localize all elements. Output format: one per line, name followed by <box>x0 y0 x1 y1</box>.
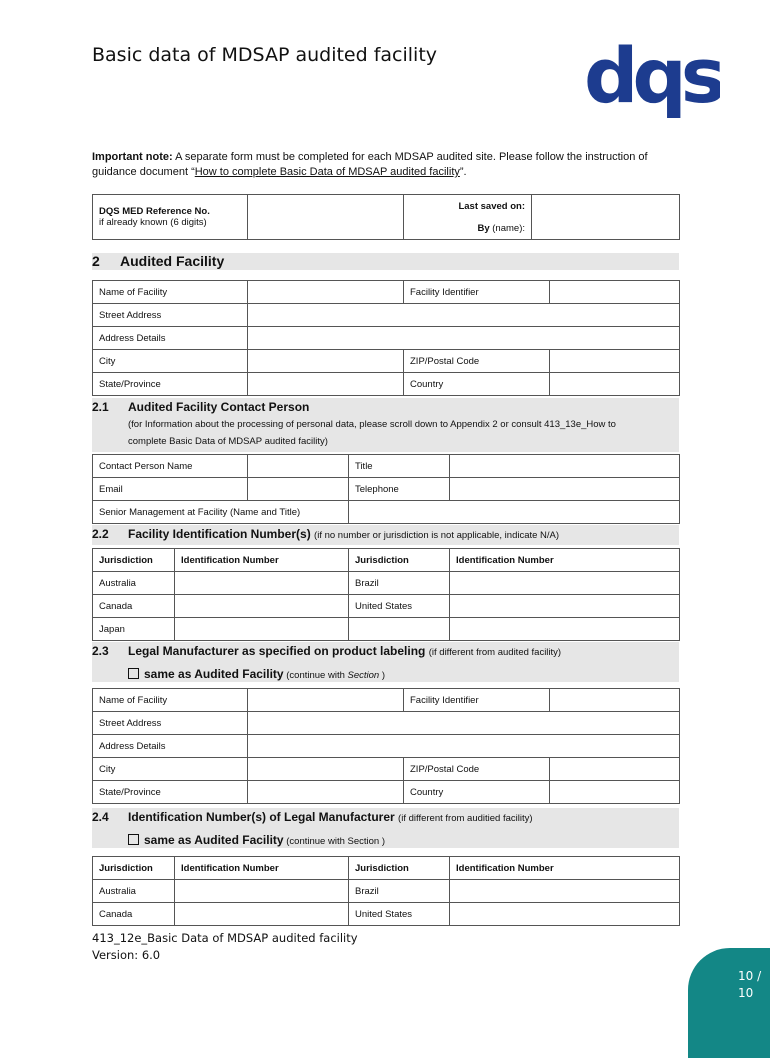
address-details-input[interactable] <box>248 327 680 350</box>
important-note-end: ”. <box>459 166 467 178</box>
section-2-header <box>92 253 679 270</box>
lm-jurisdiction-header-1: Jurisdiction <box>93 857 175 880</box>
dqs-logo-text: dqs <box>584 42 720 120</box>
facility-name-label: Name of Facility <box>93 281 248 304</box>
page-footer <box>92 930 358 964</box>
lm-australia-id-input[interactable] <box>175 880 349 903</box>
zip-input[interactable] <box>550 350 680 373</box>
section-2-3-title: Legal Manufacturer as specified on product labeling <box>128 644 426 658</box>
lm-jurisdiction-brazil: Brazil <box>349 880 450 903</box>
contact-title-label: Title <box>349 455 450 478</box>
section-2-4-number: 2.4 <box>92 810 109 824</box>
state-label: State/Province <box>93 373 248 396</box>
section-2-4-check-note: (continue with Section ) <box>283 836 385 847</box>
telephone-label: Telephone <box>349 478 450 501</box>
lm-street-input[interactable] <box>248 712 680 735</box>
page-number-total: 10 <box>738 986 754 1000</box>
jurisdiction-canada: Canada <box>93 595 175 618</box>
country-label: Country <box>404 373 550 396</box>
lm-country-input[interactable] <box>550 781 680 804</box>
section-2-4-title: Identification Number(s) of Legal Manufacturer <box>128 810 395 824</box>
section-2-3-same-as-checkbox[interactable] <box>128 667 385 681</box>
lm-zip-input[interactable] <box>550 758 680 781</box>
lm-canada-id-input[interactable] <box>175 903 349 926</box>
section-2-4-check-label: same as Audited Facility <box>144 833 284 847</box>
section-2-1-title: Audited Facility Contact Person <box>128 400 310 414</box>
lm-street-label: Street Address <box>93 712 248 735</box>
page-number-badge <box>688 948 770 1058</box>
last-saved-input[interactable] <box>532 195 680 240</box>
street-address-input[interactable] <box>248 304 680 327</box>
important-note-label: Important note: <box>92 151 173 163</box>
checkbox-icon[interactable] <box>128 668 139 679</box>
state-input[interactable] <box>248 373 404 396</box>
section-2-3-number: 2.3 <box>92 644 109 658</box>
email-input[interactable] <box>248 478 349 501</box>
lm-name-input[interactable] <box>248 689 404 712</box>
lm-jurisdiction-canada: Canada <box>93 903 175 926</box>
lm-identifier-input[interactable] <box>550 689 680 712</box>
audited-facility-table <box>92 280 680 396</box>
facility-identifier-label: Facility Identifier <box>404 281 550 304</box>
jurisdiction-header-1: Jurisdiction <box>93 549 175 572</box>
saved-by-label: By <box>477 222 490 234</box>
contact-name-label: Contact Person Name <box>93 455 248 478</box>
section-2-3-check-note: (continue with <box>283 670 348 681</box>
document-title: Basic data of MDSAP audited facility <box>92 44 438 66</box>
lm-name-label: Name of Facility <box>93 689 248 712</box>
dqs-logo <box>584 42 720 120</box>
lm-city-input[interactable] <box>248 758 404 781</box>
lm-id-number-header-1: Identification Number <box>175 857 349 880</box>
lm-jurisdiction-united-states: United States <box>349 903 450 926</box>
jurisdiction-united-states: United States <box>349 595 450 618</box>
lm-state-label: State/Province <box>93 781 248 804</box>
facility-name-input[interactable] <box>248 281 404 304</box>
brazil-id-input[interactable] <box>450 572 680 595</box>
jurisdiction-japan: Japan <box>93 618 175 641</box>
section-2-number: 2 <box>92 253 100 269</box>
lm-united-states-id-input[interactable] <box>450 903 680 926</box>
lm-address-details-input[interactable] <box>248 735 680 758</box>
important-note <box>92 150 682 180</box>
empty-cell <box>450 618 680 641</box>
legal-manufacturer-id-table <box>92 856 680 926</box>
section-2-2-subtitle: (if no number or jurisdiction is not applicable, indicate N/A) <box>314 530 560 541</box>
section-2-1-number: 2.1 <box>92 400 109 414</box>
japan-id-input[interactable] <box>175 618 349 641</box>
united-states-id-input[interactable] <box>450 595 680 618</box>
section-2-3-check-note-end: ) <box>379 670 386 681</box>
last-saved-label: Last saved on: <box>404 195 532 218</box>
street-address-label: Street Address <box>93 304 248 327</box>
footer-document-id: 413_12e_Basic Data of MDSAP audited facility <box>92 931 358 945</box>
section-2-3-check-note-italic: Section <box>347 670 380 681</box>
section-2-1-info-line2: complete Basic Data of MDSAP audited facility) <box>128 436 328 447</box>
lm-state-input[interactable] <box>248 781 404 804</box>
section-2-1-info-line1: (for Information about the processing of personal data, please scroll down to Appendix 2 or consult 413_13e_How to <box>128 419 616 430</box>
zip-label: ZIP/Postal Code <box>404 350 550 373</box>
lm-jurisdiction-header-2: Jurisdiction <box>349 857 450 880</box>
saved-by-suffix: (name): <box>489 222 525 234</box>
section-2-4-same-as-checkbox[interactable] <box>128 833 385 847</box>
city-label: City <box>93 350 248 373</box>
lm-city-label: City <box>93 758 248 781</box>
senior-management-input[interactable] <box>349 501 680 524</box>
email-label: Email <box>93 478 248 501</box>
lm-identifier-label: Facility Identifier <box>404 689 550 712</box>
id-number-header-1: Identification Number <box>175 549 349 572</box>
section-2-3-check-label: same as Audited Facility <box>144 667 284 681</box>
city-input[interactable] <box>248 350 404 373</box>
lm-zip-label: ZIP/Postal Code <box>404 758 550 781</box>
page-number-current: 10 / <box>738 969 762 983</box>
guidance-document-link[interactable]: How to complete Basic Data of MDSAP audited facility <box>194 166 460 178</box>
jurisdiction-brazil: Brazil <box>349 572 450 595</box>
section-2-2-number: 2.2 <box>92 527 109 541</box>
facility-identifier-input[interactable] <box>550 281 680 304</box>
reference-table <box>92 194 680 240</box>
section-2-1-info <box>128 416 616 450</box>
australia-id-input[interactable] <box>175 572 349 595</box>
address-details-label: Address Details <box>93 327 248 350</box>
lm-brazil-id-input[interactable] <box>450 880 680 903</box>
section-2-2-title: Facility Identification Number(s) <box>128 527 311 541</box>
saved-by-label-cell <box>404 217 532 240</box>
contact-name-input[interactable] <box>248 455 349 478</box>
footer-version: Version: 6.0 <box>92 948 161 962</box>
senior-management-label: Senior Management at Facility (Name and Title) <box>93 501 349 524</box>
important-note-text: A separate form must be completed for each MDSAP audited site. Please follow the instruction of guidance document “ <box>92 151 648 178</box>
reference-sublabel: if already known (6 digits) <box>99 217 207 228</box>
canada-id-input[interactable] <box>175 595 349 618</box>
reference-label-cell <box>93 195 248 240</box>
facility-id-table <box>92 548 680 641</box>
section-2-3-subtitle: (if different from audited facility) <box>428 647 562 658</box>
section-2-title: Audited Facility <box>120 253 225 269</box>
page-number <box>738 968 761 1002</box>
lm-address-details-label: Address Details <box>93 735 248 758</box>
jurisdiction-australia: Australia <box>93 572 175 595</box>
section-2-4-subtitle: (if different from auditied facility) <box>398 813 533 824</box>
empty-cell <box>349 618 450 641</box>
reference-number-input[interactable] <box>248 195 404 240</box>
reference-label: DQS MED Reference No. <box>99 206 210 217</box>
checkbox-icon[interactable] <box>128 834 139 845</box>
contact-person-table <box>92 454 680 524</box>
country-input[interactable] <box>550 373 680 396</box>
section-2-2-header <box>92 525 679 545</box>
lm-id-number-header-2: Identification Number <box>450 857 680 880</box>
id-number-header-2: Identification Number <box>450 549 680 572</box>
lm-country-label: Country <box>404 781 550 804</box>
telephone-input[interactable] <box>450 478 680 501</box>
contact-title-input[interactable] <box>450 455 680 478</box>
jurisdiction-header-2: Jurisdiction <box>349 549 450 572</box>
legal-manufacturer-table <box>92 688 680 804</box>
lm-jurisdiction-australia: Australia <box>93 880 175 903</box>
